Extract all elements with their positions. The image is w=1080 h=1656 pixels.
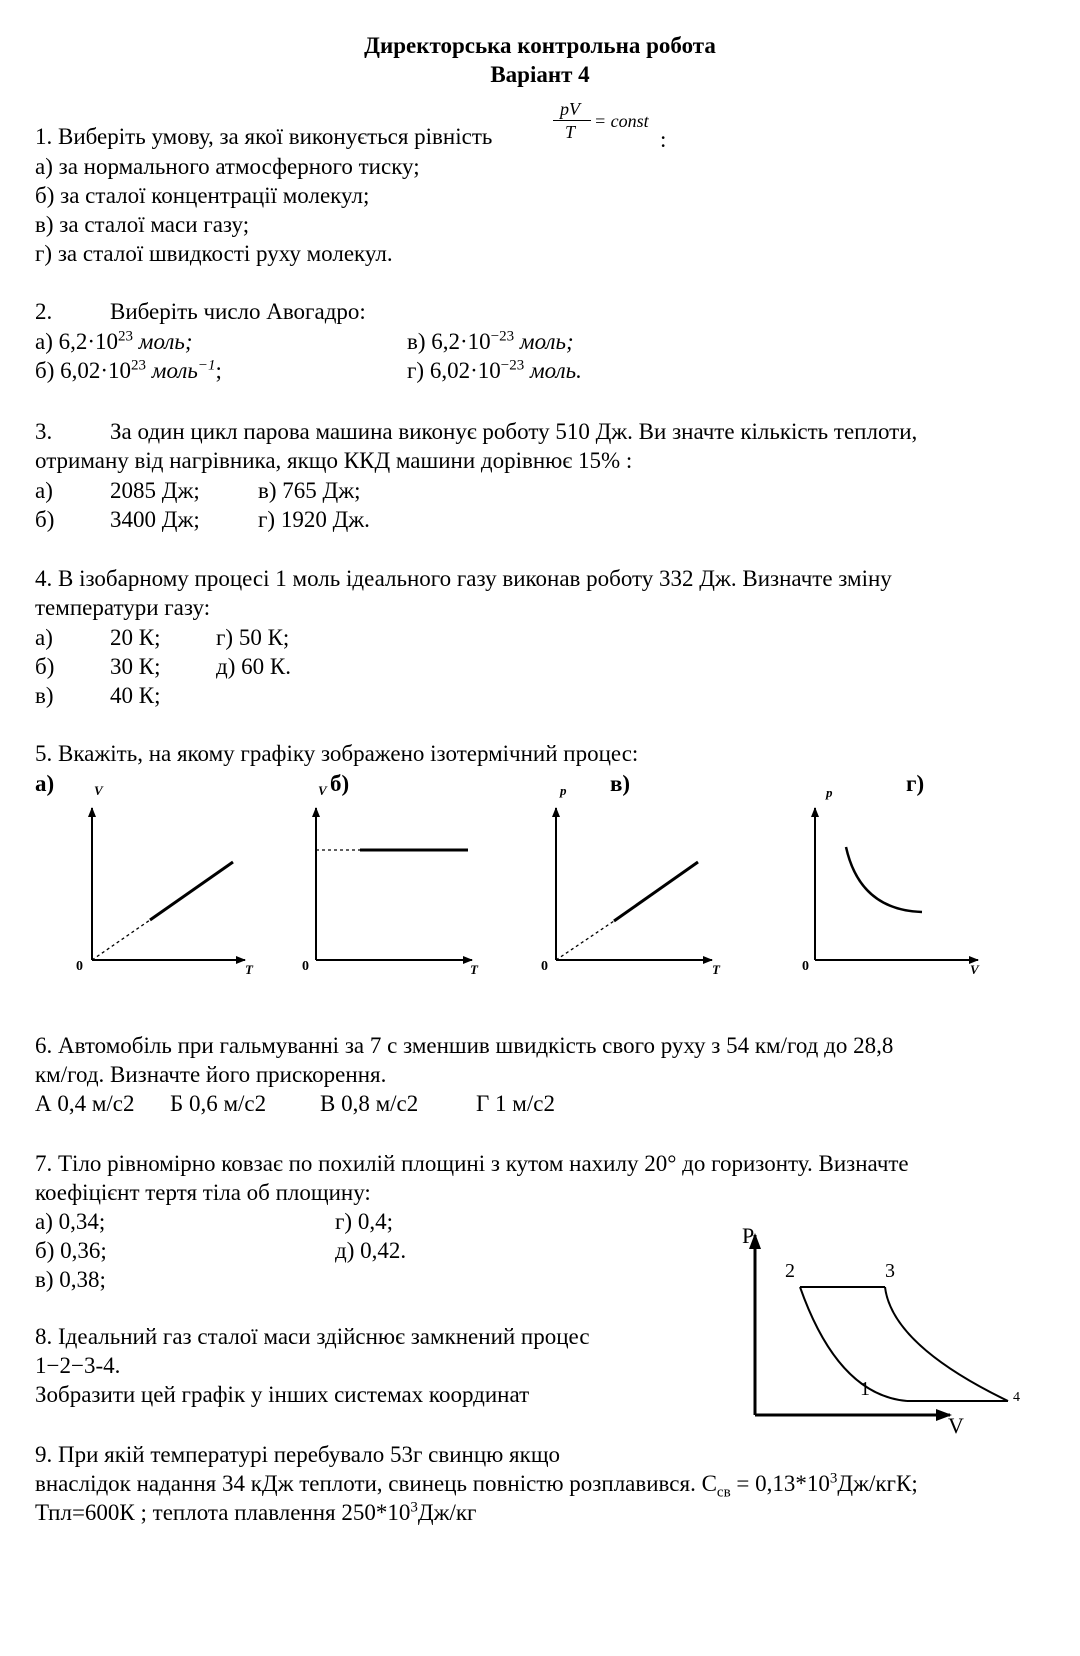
q8-point-1: 1 [860, 1378, 870, 1400]
q2-option-b: б) $6,02\cdot 10^{23}$ моль$^{-1}$; [35, 357, 222, 383]
q8-p-label: P [742, 1223, 755, 1248]
q2-num: 2. [35, 299, 53, 324]
q5-graph-a-label: а) [35, 771, 55, 796]
q4-option-g: г) 50 К; [216, 625, 290, 650]
q9-line1: 9. При якій температурі перебувало 53г свинцю якщо [35, 1442, 561, 1467]
graph-b-origin: 0 [302, 959, 309, 974]
q1-formula-num: pV [560, 99, 580, 119]
q5-graph-c [541, 783, 721, 977]
q8-line1: 8. Ідеальний газ сталої маси здійснює замкнений процес [35, 1324, 590, 1349]
q3-option-a: 2085 Дж; [110, 478, 200, 503]
q3-line2: отриману від нагрівника, якщо ККД машини дорівнює 15% : [35, 448, 633, 473]
q1-option-d: г) за сталої швидкості руху молекул. [35, 241, 393, 266]
q1-colon: : [660, 127, 667, 152]
q1-option-c: в) за сталої маси газу; [35, 212, 250, 237]
q4-line1: 4. В ізобарному процесі 1 моль ідеального газу виконав роботу 332 Дж. Визначте зміну [35, 566, 892, 591]
q6-option-a: А 0,4 м/с2 [35, 1091, 135, 1116]
q8-line2: 1−2−3-4. [35, 1353, 121, 1378]
graph-c-origin: 0 [541, 959, 548, 974]
q6-option-b: Б 0,6 м/с2 [170, 1091, 267, 1116]
q7-option-g: г) 0,4; [335, 1209, 393, 1234]
graph-d-x-label: V [970, 962, 979, 977]
q3-line1: За один цикл парова машина виконує роботу 510 Дж. Ви значте кількість теплоти, [110, 419, 918, 444]
graph-a-process-line [150, 862, 233, 920]
q1-option-b: б) за сталої концентрації молекул; [35, 183, 370, 208]
q6-line2: км/год. Визначте його прискорення. [35, 1062, 387, 1087]
q7-option-c: в) 0,38; [35, 1267, 106, 1292]
q8-line3: Зобразити цей графік у інших системах координат [35, 1382, 530, 1407]
q3-option-d: г) 1920 Дж. [258, 507, 370, 532]
q9-line2: внаслідок надання 34 кДж теплоти, свинець повністю розплавився. $С_{св} = 0,13*10^3Дж/кгК$; [35, 1470, 918, 1501]
q4-option-b: 30 К; [110, 654, 161, 679]
variant-title: Варіант 4 [490, 62, 590, 87]
q7-option-d: д) 0,42. [335, 1238, 407, 1263]
q9-line3: Тпл=600К ; теплота плавлення $250*10^3Дж/кг$ [35, 1499, 477, 1525]
q8-curve-1-2 [800, 1287, 907, 1401]
graph-a-dashed-extrapolation [92, 920, 150, 960]
q4-line2: температури газу: [35, 595, 211, 620]
q3-num: 3. [35, 419, 53, 444]
q8-v-label: V [948, 1413, 964, 1438]
q4-option-d: д) 60 К. [216, 654, 291, 679]
q2-option-c: в) $6,2\cdot 10^{-23}$ моль; [407, 328, 574, 354]
q4-option-c-letter: в) [35, 683, 54, 708]
graph-a-y-label: V [94, 783, 103, 798]
q5-graph-b [302, 783, 479, 977]
graph-d-isotherm-curve [846, 847, 922, 912]
q1-option-a: а) за нормального атмосферного тиску; [35, 154, 420, 179]
q8-point-2: 2 [785, 1260, 795, 1282]
q8-point-4: 4 [1013, 1390, 1020, 1405]
q5-text: 5. Вкажіть, на якому графіку зображено ізотермічний процес: [35, 741, 639, 766]
q4-option-a-letter: а) [35, 625, 53, 650]
q3-option-a-letter: а) [35, 478, 53, 503]
graph-b-x-label: T [470, 962, 478, 977]
q2-option-d: г) $6,02\cdot 10^{-23}$ моль. [407, 357, 582, 383]
q4-option-b-letter: б) [35, 654, 55, 679]
q6-line1: 6. Автомобіль при гальмуванні за 7 с зменшив швидкість свого руху з 54 км/год до 28,8 [35, 1033, 894, 1058]
q2-option-a: а) $6,2\cdot 10^{23}$ моль; [35, 328, 193, 354]
graph-b-y-label: V [318, 783, 327, 798]
graph-a-x-label: T [245, 962, 253, 977]
q1-formula-rhs: = const [594, 111, 649, 131]
q8-point-3: 3 [885, 1260, 895, 1282]
q5-graph-d-label: г) [906, 771, 925, 796]
q2-text: Виберіть число Авогадро: [110, 299, 366, 324]
graph-d-y-label: p [826, 785, 833, 800]
q7-line2: коефіцієнт тертя тіла об площину: [35, 1180, 371, 1205]
graph-c-dashed-extrapolation [556, 921, 614, 960]
q3-option-b-letter: б) [35, 507, 55, 532]
q5-graph-d [802, 785, 980, 977]
q6-option-c: В 0,8 м/с2 [320, 1091, 419, 1116]
q5-graph-a [76, 783, 254, 977]
graph-c-y-label: p [560, 783, 567, 798]
graph-c-process-line [614, 862, 698, 921]
graph-c-x-label: T [712, 962, 720, 977]
q8-cycle-graph [730, 1215, 1030, 1445]
q8-curve-3-4 [885, 1287, 1008, 1401]
page-title: Директорська контрольна робота [364, 33, 716, 58]
q7-line1: 7. Тіло рівномірно ковзає по похилій площині з кутом нахилу 20° до горизонту. Визначте [35, 1151, 909, 1176]
q1-formula-den: T [565, 122, 576, 142]
q3-option-b: 3400 Дж; [110, 507, 200, 532]
q1-text: 1. Виберіть умову, за якої виконується рівність [35, 124, 493, 149]
q6-option-d: Г 1 м/с2 [476, 1091, 555, 1116]
q3-option-c: в) 765 Дж; [258, 478, 361, 503]
q5-graph-c-label: в) [610, 771, 631, 796]
q4-option-c: 40 К; [110, 683, 161, 708]
graph-a-origin: 0 [76, 959, 83, 974]
q5-graph-b-label: б) [330, 771, 350, 796]
q7-option-b: б) 0,36; [35, 1238, 107, 1263]
q7-option-a: а) 0,34; [35, 1209, 106, 1234]
graph-d-origin: 0 [802, 959, 809, 974]
q4-option-a: 20 К; [110, 625, 161, 650]
